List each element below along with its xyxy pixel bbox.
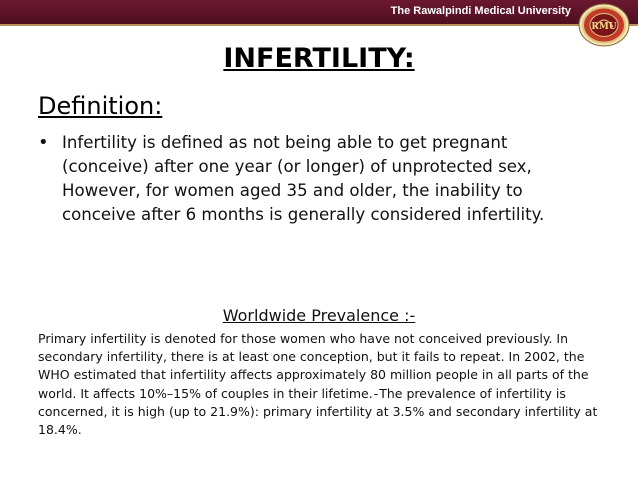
university-seal-icon bbox=[578, 3, 630, 47]
prevalence-text-part1: Primary infertility is denoted for those women who have not conceived previously. In secondary infertility, there is at least one conception, but it fails to repeat. In 2002, the WHO estimated that infertility affects approximately 80 million people in all parts of the world. It affects 10%–15% of couples in their lifetime. bbox=[38, 331, 589, 401]
seal-lettering: RMU bbox=[591, 22, 617, 32]
prevalence-separator: - bbox=[373, 385, 379, 401]
page-title: INFERTILITY: bbox=[223, 43, 415, 74]
bullet-icon: • bbox=[38, 132, 49, 153]
header-rule bbox=[0, 24, 638, 26]
prevalence-heading: Worldwide Prevalence :- bbox=[222, 306, 416, 325]
definition-heading: Definition: bbox=[38, 92, 163, 120]
prevalence-text-part2: The prevalence of infertility is concerned, it is high (up to 21.9%): primary infertility at 3.5% and secondary infertility at 18.4%. bbox=[38, 385, 598, 438]
prevalence-paragraph bbox=[38, 330, 604, 439]
definition-bullet bbox=[38, 131, 598, 227]
university-name: The Rawalpindi Medical University bbox=[390, 5, 571, 17]
definition-text: Infertility is defined as not being able to get pregnant (conceive) after one year (or longer) of unprotected sex, However, for women aged 35 and older, the inability to conceive after 6 months is generally considered infertility. bbox=[62, 133, 545, 224]
